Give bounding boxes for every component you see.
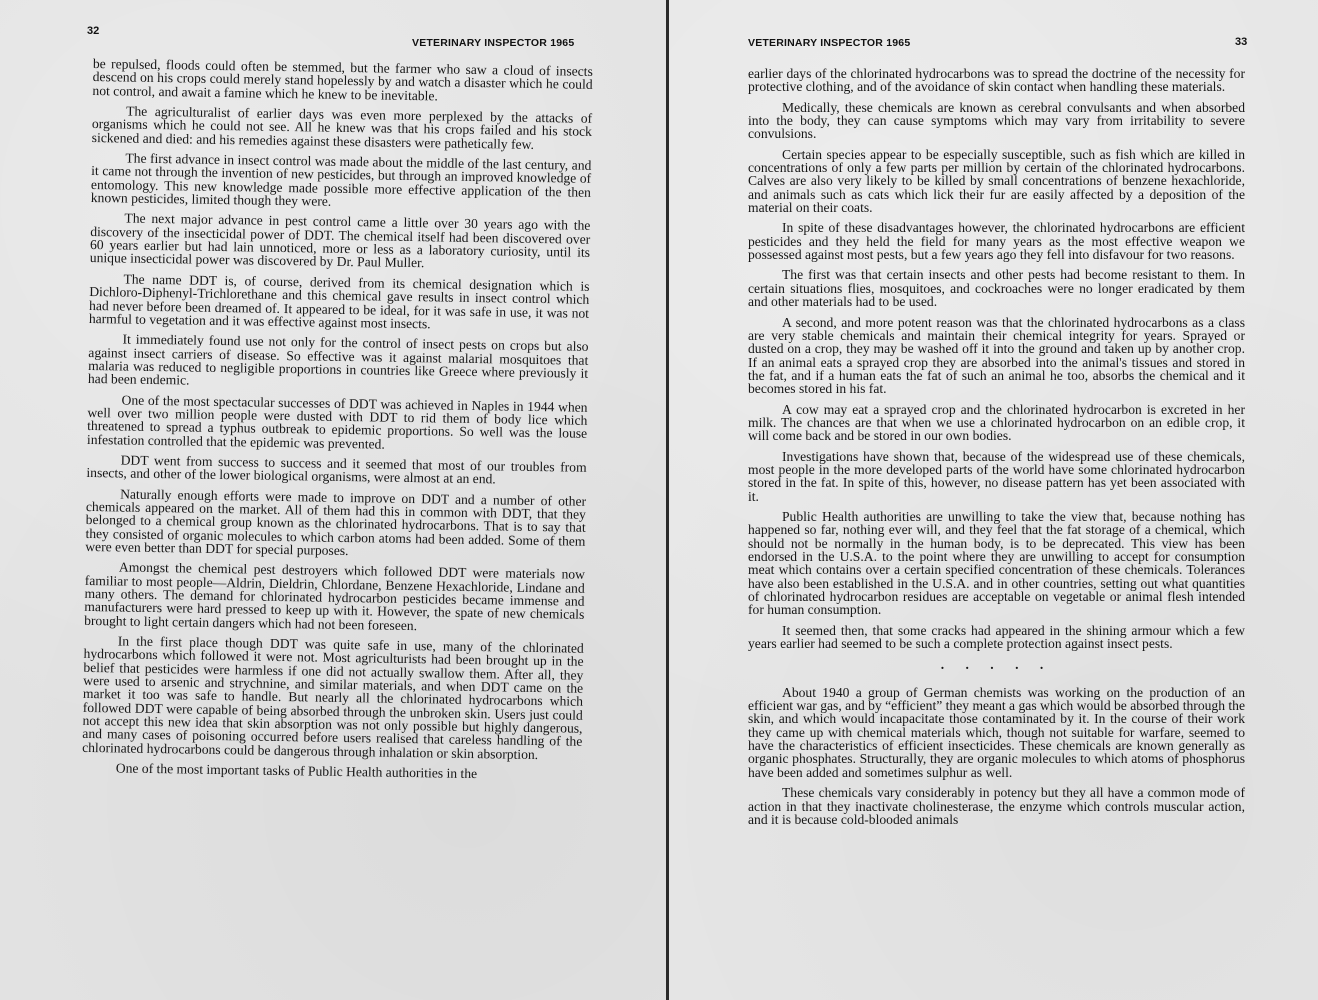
paragraph: These chemicals vary considerably in potency but they all have a common mode of action in that they inactivate cholinesterase, the enzyme which controls muscular action, and it is because cold-blooded animals [748, 785, 1245, 827]
paragraph: It seemed then, that some cracks had appeared in the shining armour which a few years earlier had seemed to be such a complete protection against insect pests. [748, 622, 1245, 652]
paragraph: One of the most spectacular successes of DDT was achieved in Naples in 1944 when well over two million people were dusted with DDT to rid them of body lice which threatened to spread a typhus outbreak to epidemic proportions. So well was the louse infestation controlled that the epidemic was prevented. [86, 392, 588, 452]
paragraph: Investigations have shown that, because of the widespread use of these chemicals, most people in the more developed parts of the world have some chlorinated hydrocarbon stored in the fat. In spite of this, however, no disease pattern has yet been associated with it. [748, 448, 1245, 504]
paragraph: A second, and more potent reason was that the chlorinated hydrocarbons as a class are very stable chemicals and maintain their chemical integrity for years. Sprayed or dusted on a crop, they may be washed off it into the ground and taken up by another crop. If an animal eats a sprayed crop they are absorbed into the animal's tissues and stored in the fat, and if a human eats the fat of such an animal he too, absorbs the chemical and it becomes stored in his fat. [748, 314, 1245, 397]
section-break: . . . . . [940, 657, 1053, 673]
paragraph: The agriculturalist of earlier days was even more perplexed by the attacks of organisms which he could not see. All he knew was that his crops failed and his stock sickened and died: and his remedies against these disasters were pathetically few. [91, 103, 593, 152]
right-page [668, 0, 1318, 1000]
paragraph: A cow may eat a sprayed crop and the chlorinated hydrocarbon is excreted in her milk. The chances are that when we use a chlorinated hydrocarbon on an edible crop, it will come back and be stored in our own bodies. [748, 401, 1245, 444]
paragraph: Public Health authorities are unwilling to take the view that, because nothing has happened so far, nothing ever will, and they feel that the fat storage of a chemical, which should not be normally in the human body, is to be deprecated. This view has been endorsed in the U.S.A. to the point where they are unwilling to accept for consumption meat which contains over a certain specified concentration of these chemicals. Tolerances have also been established in the U.S.A. and in other countries, setting out what quantities of chlorinated hydrocarbon residues are acceptable on vegetable or animal flesh intended for human consumption. [748, 508, 1245, 618]
paragraph: In spite of these disadvantages however, the chlorinated hydrocarbons are efficient pesticides and they held the field for many years as the most effective weapon we possessed against most pests, but a few years ago they fell into disfavour for two reasons. [748, 220, 1245, 263]
paragraph: Amongst the chemical pest destroyers which followed DDT were materials now familiar to most people—Aldrin, Dieldrin, Chlordane, Benzene Hexachloride, Lindane and many others. The demand for chlorinated hydrocarbon pesticides became immense and manufacturers were hard pressed to keep up with it. However, the spate of new chemicals brought to light certain dangers which had not been foreseen. [84, 559, 586, 633]
paragraph: One of the most important tasks of Public Health authorities in the [115, 760, 478, 782]
paragraph: earlier days of the chlorinated hydrocarbons was to spread the doctrine of the necessity for protective clothing, and of the avoidance of skin contact when handling these materials. [748, 66, 1245, 95]
paragraph: The first advance in insect control was made about the middle of the last century, and it came not through the invention of new pesticides, but through an improved knowledge of entomology. This new knowledge made possible more effective application of the then known pesticides, limited though they were. [90, 150, 592, 209]
left-page-body [82, 57, 593, 789]
paragraph: About 1940 a group of German chemists was working on the production of an efficient war gas, and by “efficient” they meant a gas which would be absorbed through the skin, and which would incapacitate those contaminated by it. In the course of their work they came up with chemical materials which, though not suitable for warfare, seemed to have the characteristics of efficient insecticides. These chemicals are known generally as organic phosphates. Structurally, they are organic molecules to which atoms of phosphorus have been added and sometimes sulphur as well. [748, 684, 1246, 780]
paragraph: DDT went from success to success and it seemed that most of our troubles from insects, and other of the lower biological organisms, were almost at an end. [86, 452, 587, 487]
right-page-body [748, 67, 1245, 833]
paragraph: be repulsed, floods could often be stemmed, but the farmer who saw a cloud of insects descend on his crops could merely stand hopelessly by and watch a disaster which he could not control, and await a famine which he knew to be inevitable. [92, 56, 593, 104]
page-number: 32 [87, 25, 100, 37]
paragraph: Naturally enough efforts were made to improve on DDT and a number of other chemicals appeared on the market. All of them had this in common with DDT, that they belonged to a chemical group known as the chlorinated hydrocarbons. That is to say that they consisted of organic molecules to which carbon atoms had been added. Some of them were even better than DDT for special purposes. [85, 486, 587, 559]
paragraph: Medically, these chemicals are known as cerebral convulsants and when absorbed into the body, they can cause symptoms which may vary from irritability to severe convulsions. [748, 99, 1245, 142]
book-spine [666, 0, 669, 1000]
paragraph: The first was that certain insects and other pests had become resistant to them. In certain situations flies, mosquitoes, and cockroaches were no longer eradicated by them and other materials had to be used. [748, 267, 1245, 310]
page-number: 33 [1235, 36, 1248, 48]
running-header: VETERINARY INSPECTOR 1965 [748, 37, 911, 49]
paragraph: The next major advance in pest control came a little over 30 years ago with the discovery of the insecticidal power of DDT. The chemical itself had been discovered over 60 years earlier but had lain unnoticed, more or less as a laboratory curiosity, until its unique insecticidal power was discovered by Dr. Paul Muller. [89, 210, 591, 271]
paragraph: In the first place though DDT was quite safe in use, many of the chlorinated hydrocarbons which followed it were not. Most agriculturists had been brought up in the belief that pesticides were harmless if one did not actually swallow them. After all, they were used to arsenic and strychnine, and similar materials, and when DDT came on the market it too was safe to handle. But nearly all the chlorinated hydrocarbons which followed DDT were capable of being absorbed through the unbroken skin. Users just could not accept this new idea that skin absorption was not only possible but highly dangerous, and many cases of poisoning occurred before users realised that careless handling of the chlorinated hydrocarbons could be dangerous through inhalation or skin absorption. [82, 633, 584, 762]
running-header: VETERINARY INSPECTOR 1965 [412, 37, 575, 49]
paragraph: Certain species appear to be especially susceptible, such as fish which are killed in concentrations of only a few parts per million by certain of the chlorinated hydrocarbons. Calves are also very likely to be killed by small concentrations of benzene hexachloride, and animals such as cats which lick their fur are easily affected by a deposition of the material on their coats. [748, 146, 1245, 216]
paragraph: It immediately found use not only for the control of insect pests on crops but also against insect carriers of disease. So effective was it against malarial mosquitoes that malaria was reduced to negligible proportions in countries like Greece where previously it had been endemic. [87, 331, 589, 388]
paragraph: The name DDT is, of course, derived from its chemical designation which is Dichloro-Diphenyl-Trichlorethane and this chemical gave results in insect control which had never before been dreamed of. It appeared to be ideal, for it was safe in use, it was not harmful to vegetation and it was effective against most insects. [88, 271, 590, 332]
